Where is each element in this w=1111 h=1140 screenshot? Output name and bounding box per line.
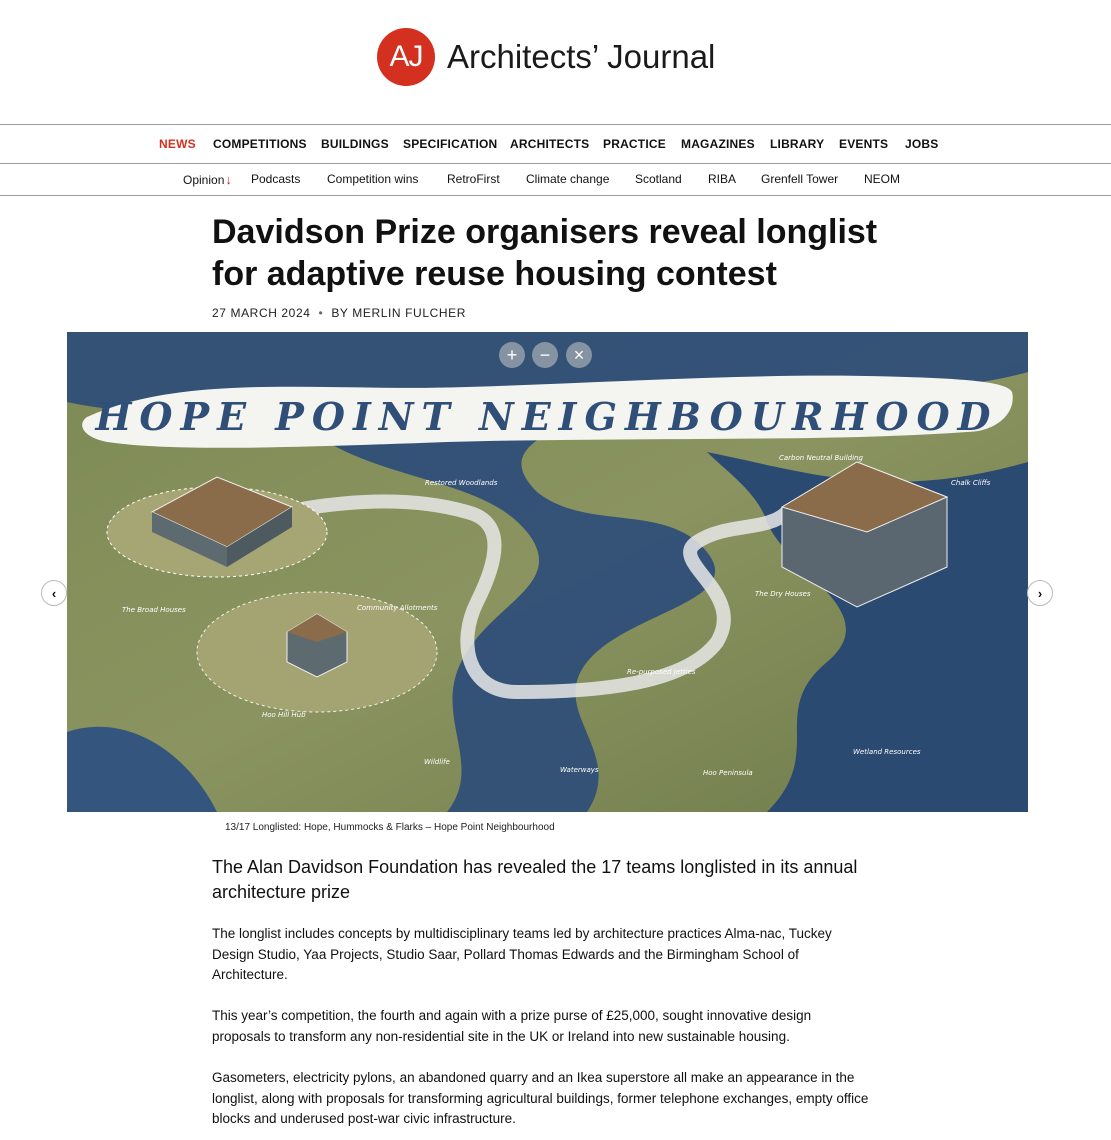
nav-magazines[interactable]: MAGAZINES	[681, 137, 755, 151]
subnav-scotland[interactable]: Scotland	[635, 172, 682, 186]
prev-image-button[interactable]: ‹	[41, 580, 67, 606]
label-waterways: Waterways	[560, 766, 599, 774]
subnav-opinion-label: Opinion	[183, 173, 225, 187]
label-restored-woodlands: Restored Woodlands	[425, 479, 498, 487]
label-community-allotments: Community Allotments	[357, 604, 438, 612]
site-name: Architects’ Journal	[447, 38, 716, 75]
nav-library[interactable]: LIBRARY	[770, 137, 825, 151]
subnav-competition-wins[interactable]: Competition wins	[327, 172, 419, 186]
article-date: 27 MARCH 2024	[212, 306, 311, 320]
label-repurposed-jetties: Re-purposed Jetties	[627, 668, 696, 676]
nav-architects[interactable]: ARCHITECTS	[510, 137, 590, 151]
nav-news[interactable]: NEWS	[159, 137, 196, 151]
close-button[interactable]: ×	[566, 342, 592, 368]
subnav-climate-change[interactable]: Climate change	[526, 172, 610, 186]
subnav-neom[interactable]: NEOM	[864, 172, 900, 186]
label-chalk-cliffs: Chalk Cliffs	[951, 479, 991, 487]
logo-badge: AJ	[377, 28, 435, 86]
label-wetland-resources: Wetland Resources	[853, 748, 921, 756]
label-carbon-neutral: Carbon Neutral Building	[779, 454, 863, 462]
subnav-riba[interactable]: RIBA	[708, 172, 737, 186]
article-title: Davidson Prize organisers reveal longlist for adaptive reuse housing contest	[212, 213, 878, 293]
zoom-out-button[interactable]: −	[532, 342, 558, 368]
label-broad-houses: The Broad Houses	[122, 606, 186, 614]
nav-events[interactable]: EVENTS	[839, 137, 889, 151]
article-paragraph: Gasometers, electricity pylons, an abandoned quarry and an Ikea superstore all make an appearance in the longlist, along with proposals for transforming agricultural buildings, former telephone exchanges, empty office blocks and underused post-war civic infrastructure.	[212, 1070, 869, 1126]
main-nav	[0, 124, 1111, 164]
nav-competitions[interactable]: COMPETITIONS	[213, 137, 307, 151]
sub-nav	[0, 162, 1111, 196]
label-hoo-hill-hub: Hoo Hill Hub	[262, 711, 306, 719]
article-paragraph: The longlist includes concepts by multidisciplinary teams led by architecture practices Alma-nac, Tuckey Design Studio, Yaa Projects, Studio Saar, Pollard Thomas Edwards and the Birmingham School of Architecture.	[212, 926, 832, 982]
zoom-in-button[interactable]: +	[499, 342, 525, 368]
gallery-image[interactable]	[67, 332, 1028, 812]
label-dry-houses: The Dry Houses	[755, 590, 811, 598]
label-hoo-peninsula: Hoo Peninsula	[703, 769, 753, 777]
nav-jobs[interactable]: JOBS	[905, 137, 939, 151]
arrow-down-icon: ↓	[225, 172, 232, 187]
site-logo[interactable]	[377, 27, 715, 87]
subnav-podcasts[interactable]: Podcasts	[251, 172, 301, 186]
next-image-button[interactable]: ›	[1027, 580, 1053, 606]
image-caption: 13/17 Longlisted: Hope, Hummocks & Flarks – Hope Point Neighbourhood	[225, 822, 555, 833]
subnav-grenfell-tower[interactable]: Grenfell Tower	[761, 172, 839, 186]
subnav-opinion[interactable]	[183, 172, 232, 187]
nav-practice[interactable]: PRACTICE	[603, 137, 666, 151]
separator-dot: •	[318, 306, 324, 320]
article-paragraph: This year’s competition, the fourth and again with a prize purse of £25,000, sought innovative design proposals to transform any non-residential site in the UK or Ireland into new sustainable housing.	[212, 1008, 812, 1044]
article-byline[interactable]: BY MERLIN FULCHER	[331, 306, 466, 320]
article-meta	[212, 306, 466, 320]
article-lede: The Alan Davidson Foundation has revealed the 17 teams longlisted in its annual architecture prize	[212, 857, 858, 902]
label-wildlife: Wildlife	[424, 758, 450, 766]
nav-buildings[interactable]: BUILDINGS	[321, 137, 389, 151]
nav-specification[interactable]: SPECIFICATION	[403, 137, 498, 151]
hero-banner-title: HOPE POINT NEIGHBOURHOOD	[95, 394, 999, 439]
subnav-retrofirst[interactable]: RetroFirst	[447, 172, 500, 186]
